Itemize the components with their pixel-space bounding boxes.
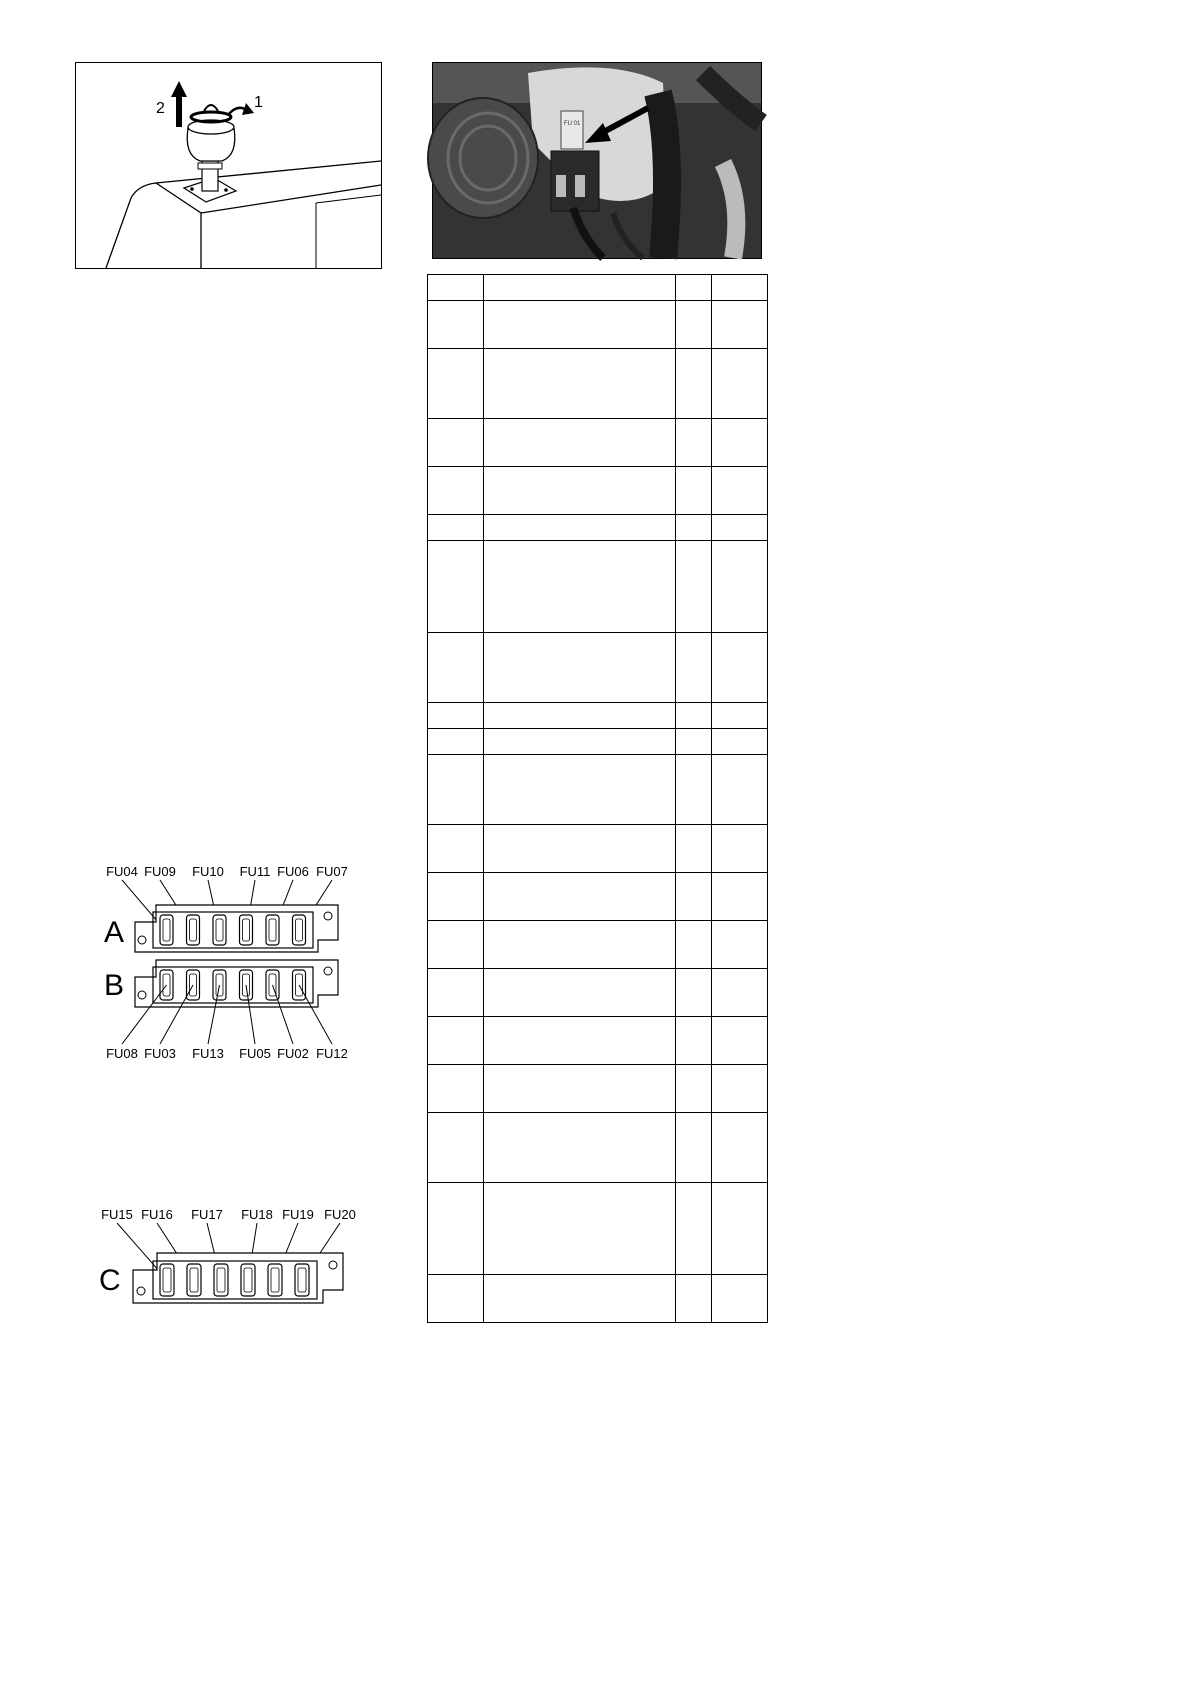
table-cell xyxy=(484,703,676,729)
table-cell xyxy=(428,541,484,633)
fuse-slot xyxy=(241,1264,255,1296)
fuse-label: FU15 xyxy=(101,1207,133,1222)
table-cell xyxy=(428,301,484,349)
table-cell xyxy=(428,825,484,873)
table-row xyxy=(428,1017,768,1065)
table-cell xyxy=(676,1183,712,1275)
fuse-label: FU07 xyxy=(316,864,348,879)
fuse-label: FU05 xyxy=(239,1046,271,1061)
table-row xyxy=(428,349,768,419)
table-cell xyxy=(484,1017,676,1065)
table-cell xyxy=(484,1065,676,1113)
table-row xyxy=(428,729,768,755)
table-cell xyxy=(428,703,484,729)
table-cell xyxy=(428,969,484,1017)
table-row xyxy=(428,515,768,541)
table-cell xyxy=(428,467,484,515)
fusebox-label-b: B xyxy=(104,969,125,1002)
fusebox-label-c: C xyxy=(99,1264,121,1297)
table-cell xyxy=(676,349,712,419)
fuse-slot xyxy=(160,1264,174,1296)
table-cell xyxy=(428,921,484,969)
fuse-table xyxy=(427,274,768,1323)
photo-fuse-tag: FU 01 xyxy=(564,121,581,127)
table-cell xyxy=(712,541,768,633)
table-header-cell xyxy=(428,275,484,301)
table-cell xyxy=(484,1275,676,1323)
table-cell xyxy=(712,1275,768,1323)
table-cell xyxy=(676,633,712,703)
table-row xyxy=(428,1065,768,1113)
table-cell xyxy=(712,921,768,969)
table-cell xyxy=(676,419,712,467)
table-row xyxy=(428,755,768,825)
fuse-label: FU20 xyxy=(324,1207,356,1222)
fuse-label: FU17 xyxy=(191,1207,223,1222)
fusebox-ab-diagram xyxy=(100,860,348,1065)
fuse-slot xyxy=(266,915,279,945)
fuse-label: FU18 xyxy=(241,1207,273,1222)
fuse-slot xyxy=(295,1264,309,1296)
table-cell xyxy=(676,1275,712,1323)
table-cell xyxy=(484,301,676,349)
fuse-label: FU06 xyxy=(277,864,309,879)
engine-bay-illustration xyxy=(433,63,761,258)
fusebox-label-a: A xyxy=(104,916,125,949)
table-cell xyxy=(428,349,484,419)
table-cell xyxy=(676,921,712,969)
table-cell xyxy=(676,873,712,921)
cap-removal-figure xyxy=(75,62,382,269)
table-row xyxy=(428,419,768,467)
fuse-label: FU02 xyxy=(277,1046,309,1061)
table-cell xyxy=(428,633,484,703)
table-row xyxy=(428,969,768,1017)
fuse-label: FU04 xyxy=(106,864,138,879)
table-cell xyxy=(712,873,768,921)
table-cell xyxy=(712,419,768,467)
table-cell xyxy=(676,1113,712,1183)
table-cell xyxy=(484,467,676,515)
table-cell xyxy=(712,969,768,1017)
fuse-label: FU09 xyxy=(144,864,176,879)
table-cell xyxy=(484,755,676,825)
table-cell xyxy=(712,633,768,703)
table-cell xyxy=(712,301,768,349)
table-cell xyxy=(712,1017,768,1065)
table-cell xyxy=(484,825,676,873)
table-cell xyxy=(428,873,484,921)
table-cell xyxy=(484,921,676,969)
table-cell xyxy=(484,541,676,633)
fuse-slot xyxy=(240,915,253,945)
table-cell xyxy=(484,633,676,703)
table-cell xyxy=(484,969,676,1017)
table-cell xyxy=(676,755,712,825)
fuse-slot xyxy=(268,1264,282,1296)
table-cell xyxy=(484,515,676,541)
table-cell xyxy=(484,419,676,467)
table-cell xyxy=(676,301,712,349)
table-cell xyxy=(676,1065,712,1113)
table-cell xyxy=(676,729,712,755)
table-header-cell xyxy=(484,275,676,301)
table-row xyxy=(428,703,768,729)
table-row xyxy=(428,1183,768,1275)
table-cell xyxy=(712,1065,768,1113)
fuse-slot xyxy=(213,915,226,945)
table-cell xyxy=(712,825,768,873)
table-header-cell xyxy=(712,275,768,301)
engine-bay-photo xyxy=(432,62,762,259)
cap-removal-illustration xyxy=(76,63,381,268)
fusebox-ab-illustration xyxy=(100,860,348,1065)
table-cell xyxy=(712,1183,768,1275)
fuse-slot xyxy=(187,1264,201,1296)
fuse-label: FU16 xyxy=(141,1207,173,1222)
fuse-label: FU19 xyxy=(282,1207,314,1222)
fuse-slot xyxy=(187,915,200,945)
fuse-label: FU12 xyxy=(316,1046,348,1061)
table-cell xyxy=(676,825,712,873)
table-header-cell xyxy=(676,275,712,301)
table-cell xyxy=(484,729,676,755)
table-row xyxy=(428,301,768,349)
table-cell xyxy=(712,467,768,515)
table-row xyxy=(428,467,768,515)
table-cell xyxy=(676,467,712,515)
table-cell xyxy=(676,515,712,541)
table-cell xyxy=(484,1113,676,1183)
step-2-label: 2 xyxy=(156,100,165,117)
table-cell xyxy=(712,755,768,825)
table-row xyxy=(428,633,768,703)
table-cell xyxy=(428,1113,484,1183)
fuse-label: FU13 xyxy=(192,1046,224,1061)
table-cell xyxy=(484,1183,676,1275)
fuse-label: FU08 xyxy=(106,1046,138,1061)
table-cell xyxy=(484,873,676,921)
table-cell xyxy=(712,703,768,729)
table-row xyxy=(428,1113,768,1183)
fuse-slot xyxy=(293,915,306,945)
fuse-slot xyxy=(214,1264,228,1296)
fuse-label: FU11 xyxy=(239,864,271,879)
table-row xyxy=(428,825,768,873)
table-cell xyxy=(712,349,768,419)
table-cell xyxy=(428,1017,484,1065)
table-cell xyxy=(712,1113,768,1183)
table-row xyxy=(428,541,768,633)
table-cell xyxy=(428,729,484,755)
table-header-row xyxy=(428,275,768,301)
step-1-label: 1 xyxy=(254,94,263,111)
table-cell xyxy=(676,703,712,729)
table-cell xyxy=(712,515,768,541)
table-cell xyxy=(428,419,484,467)
table-cell xyxy=(484,349,676,419)
fusebox-c-diagram xyxy=(95,1195,370,1315)
table-cell xyxy=(428,515,484,541)
table-cell xyxy=(676,1017,712,1065)
table-cell xyxy=(712,729,768,755)
fusebox-c-illustration xyxy=(95,1195,370,1315)
table-row xyxy=(428,921,768,969)
table-cell xyxy=(428,755,484,825)
table-cell xyxy=(428,1275,484,1323)
fuse-slot xyxy=(160,915,173,945)
table-cell xyxy=(428,1183,484,1275)
fuse-label: FU03 xyxy=(144,1046,176,1061)
table-cell xyxy=(676,541,712,633)
table-row xyxy=(428,873,768,921)
table-cell xyxy=(428,1065,484,1113)
fuse-label: FU10 xyxy=(192,864,224,879)
table-row xyxy=(428,1275,768,1323)
table-cell xyxy=(676,969,712,1017)
